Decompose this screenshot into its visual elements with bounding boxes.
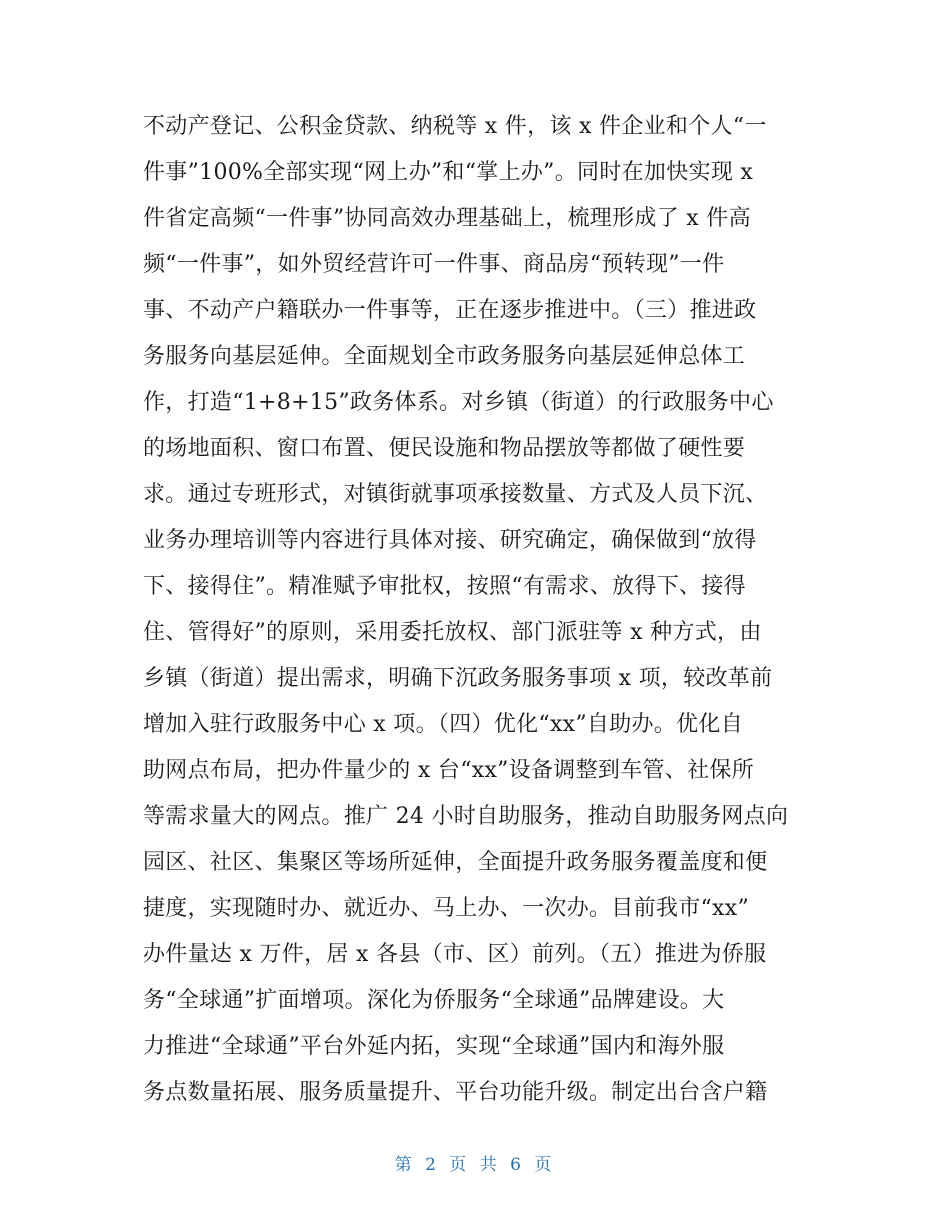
body-text [143, 104, 823, 1116]
text-line-12: 住、管得好”的原则，采用委托放权、部门派驻等 x 种方式，由 [143, 620, 762, 645]
text-line-21: 力推进“全球通”平台外延内拓，实现“全球通”国内和海外服 [143, 1034, 725, 1059]
text-line-3: 件省定高频“一件事”协同高效办理基础上，梳理形成了 x 件高 [143, 206, 751, 231]
text-line-17: 园区、社区、集聚区等场所延伸，全面提升政务服务覆盖度和便 [143, 850, 768, 875]
text-line-6: 务服务向基层延伸。全面规划全市政务服务向基层延伸总体工 [143, 344, 746, 369]
text-line-10: 业务办理培训等内容进行具体对接、研究确定，确保做到“放得 [143, 528, 757, 553]
text-line-18: 捷度，实现随时办、就近办、马上办、一次办。目前我市“xx” [143, 896, 750, 921]
text-line-14: 增加入驻行政服务中心 x 项。（四）优化“xx”自助办。优化自 [143, 712, 744, 737]
text-line-8: 的场地面积、窗口布置、便民设施和物品摆放等都做了硬性要 [143, 436, 746, 461]
text-line-4: 频“一件事”，如外贸经营许可一件事、商品房“预转现”一件 [143, 252, 725, 277]
text-line-16: 等需求量大的网点。推广 24 小时自助服务，推动自助服务网点向 [143, 804, 789, 829]
text-line-20: 务“全球通”扩面增项。深化为侨服务“全球通”品牌建设。大 [143, 988, 725, 1013]
text-line-22: 务点数量拓展、服务质量提升、平台功能升级。制定出台含户籍 [143, 1080, 768, 1105]
text-line-1: 不动产登记、公积金贷款、纳税等 x 件，该 x 件企业和个人“一 [143, 114, 767, 139]
text-line-7: 作，打造“1+8+15”政务体系。对乡镇（街道）的行政服务中心 [143, 390, 774, 415]
page-number-footer: 第 2 页 共 6 页 [394, 1155, 556, 1175]
text-line-5: 事、不动产户籍联办一件事等，正在逐步推进中。（三）推进政 [143, 298, 757, 323]
text-line-15: 助网点布局，把办件量少的 x 台“xx”设备调整到车管、社保所 [143, 758, 755, 783]
text-line-13: 乡镇（街道）提出需求，明确下沉政务服务事项 x 项，较改革前 [143, 666, 773, 691]
text-line-19: 办件量达 x 万件，居 x 各县（市、区）前列。（五）推进为侨服 [143, 942, 767, 967]
text-line-9: 求。通过专班形式，对镇街就事项承接数量、方式及人员下沉、 [143, 482, 768, 507]
text-line-2: 件事”100%全部实现“网上办”和“掌上办”。同时在加快实现 x [143, 160, 754, 185]
text-line-11: 下、接得住”。精准赋予审批权，按照“有需求、放得下、接得 [143, 574, 746, 599]
